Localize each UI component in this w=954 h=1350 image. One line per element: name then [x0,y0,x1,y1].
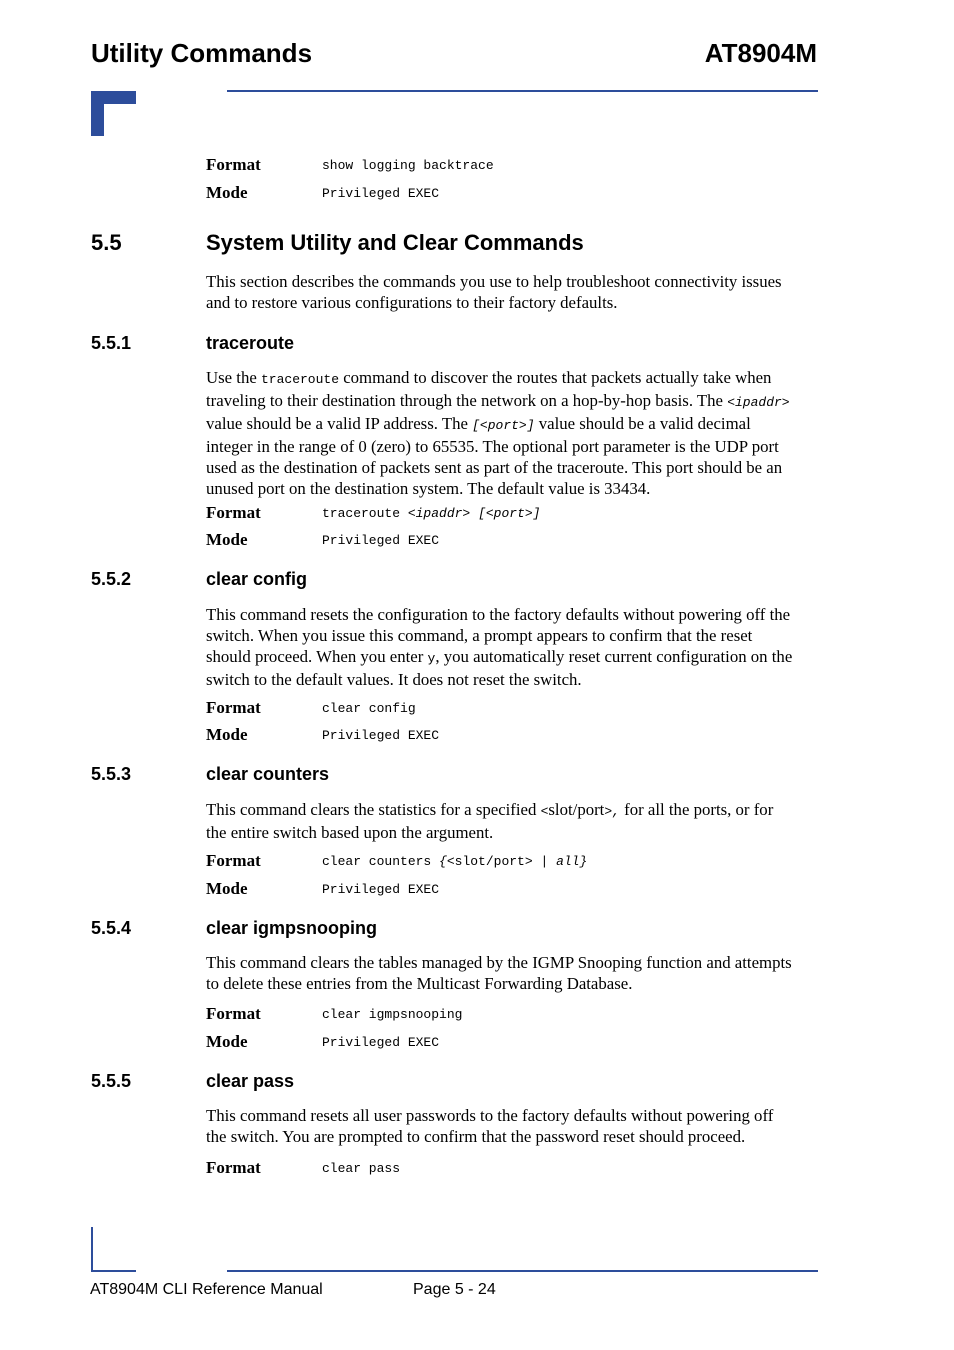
subsection-title: clear pass [206,1071,295,1091]
mode-value: Privileged EXEC [322,533,440,548]
text: value should be a valid IP address. The [206,414,473,433]
subsection-number: 5.5.5 [91,1071,132,1091]
text: the entire switch based upon the argument. [206,823,494,842]
mode-value: Privileged EXEC [322,1035,440,1050]
command: clear counters [322,854,440,869]
corner-bracket-bottom-vertical [91,1227,93,1272]
text: This command resets the configuration to the factory defaults without powering off the [206,605,791,624]
subsection-number: 5.5.1 [91,333,132,353]
subsection-title: clear config [206,569,308,589]
corner-bracket-top-horizontal [91,91,136,104]
subsection-number: 5.5.3 [91,764,132,784]
text: , you automatically reset current configuration on the [435,647,793,666]
mode-value: Privileged EXEC [322,882,440,897]
argument: <ipaddr> [407,506,471,521]
text: This command resets all user passwords to the factory defaults without powering off [206,1106,774,1125]
corner-bracket-bottom-horizontal [91,1270,136,1272]
format-label: Format [206,1158,261,1177]
format-label: Format [206,503,261,522]
text: This command clears the tables managed by the IGMP Snooping function and attempts [206,953,792,972]
text: the switch. You are prompted to confirm that the password reset should proceed. [206,1127,746,1146]
argument: all [556,854,580,869]
format-value: show logging backtrace [322,158,494,173]
text: should proceed. When you enter [206,647,428,666]
brace: { [439,854,447,869]
section-intro [206,271,818,313]
clear-pass-description [206,1105,818,1147]
format-value: clear igmpsnooping [322,1007,463,1022]
format-label: Format [206,851,261,870]
mode-label: Mode [206,183,248,202]
clear-igmpsnooping-description [206,952,818,994]
format-label: Format [206,698,261,717]
format-value: clear pass [322,1161,401,1176]
separator: | [532,854,557,869]
clear-config-description [206,604,818,690]
text: switch. When you issue this command, a prompt appears to confirm that the reset [206,626,753,645]
footer-manual-title: AT8904M CLI Reference Manual [90,1281,323,1298]
inline-code: traceroute [261,372,340,387]
format-label: Format [206,155,261,174]
subsection-title: traceroute [206,333,295,353]
mode-label: Mode [206,1032,248,1051]
text: Use the [206,368,261,387]
format-value: clear config [322,701,416,716]
text: used as the destination of packets sent as part of the traceroute. This port should be an [206,458,783,477]
text: for all the ports, or for [619,800,774,819]
clear-counters-description [206,799,818,843]
inline-code: < [540,804,549,819]
text: value should be a valid decimal [534,414,751,433]
mode-value: Privileged EXEC [322,186,440,201]
format-value [322,504,540,524]
footer-rule [227,1270,818,1272]
subsection-number: 5.5.2 [91,569,132,589]
header-rule [227,90,818,92]
command: traceroute [322,506,401,521]
format-label: Format [206,1004,261,1023]
footer-page-number: Page 5 - 24 [413,1281,496,1298]
argument: <slot/port> [446,854,533,869]
subsection-number: 5.5.4 [91,918,132,938]
text: command to discover the routes that packets actually take when [339,368,772,387]
text: traveling to their destination through the network on a hop-by-hop basis. The [206,391,728,410]
mode-label: Mode [206,879,248,898]
inline-code: >, [604,804,620,819]
header-title: Utility Commands [91,38,313,68]
text: unused port on the destination system. The default value is 33434. [206,479,651,498]
mode-value: Privileged EXEC [322,728,440,743]
inline-code: <ipaddr> [727,395,790,410]
section-title: System Utility and Clear Commands [206,230,584,255]
text: This command clears the statistics for a specified [206,800,541,819]
mode-label: Mode [206,530,248,549]
traceroute-description [206,367,818,499]
subsection-title: clear igmpsnooping [206,918,378,938]
header-product: AT8904M [704,38,817,68]
format-value [322,852,587,872]
section-number: 5.5 [91,230,122,255]
text: slot/port [548,800,605,819]
text: to delete these entries from the Multicast Forwarding Database. [206,974,633,993]
brace: } [579,854,588,869]
intro-line: and to restore various configurations to their factory defaults. [206,293,618,312]
text: integer in the range of 0 (zero) to 65535. The optional port parameter is the UDP port [206,437,779,456]
intro-line: This section describes the commands you use to help troubleshoot connectivity issues [206,272,782,291]
inline-code: y [427,651,436,666]
argument: [<port>] [478,506,541,521]
mode-label: Mode [206,725,248,744]
inline-code: [<port>] [472,418,535,433]
subsection-title: clear counters [206,764,330,784]
text: switch to the default values. It does not reset the switch. [206,670,582,689]
